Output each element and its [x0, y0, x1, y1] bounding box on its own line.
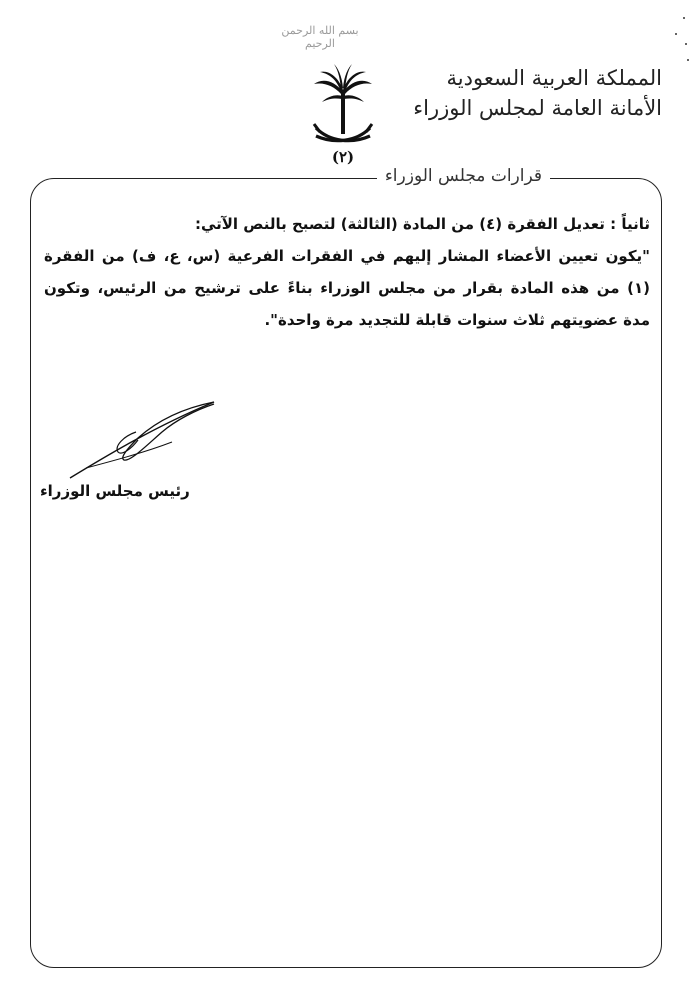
clause-paragraph: "يكون تعيين الأعضاء المشار إليهم في الفقرات الفرعية (س، ع، ف) من الفقرة (١) من هذه المادة بقرار من مجلس الوزراء بناءً على ترشيح من الرئيس، وتكون مدة عضويتهم ثلاث سنوات قابلة للتجديد مرة واحدة".: [44, 247, 650, 329]
decision-text: [44, 208, 650, 336]
signature-icon: [66, 398, 226, 484]
scan-dots-decoration: [670, 14, 690, 64]
palm-swords-emblem-icon: [308, 62, 378, 154]
clause-heading: ثانياً : تعديل الفقرة (٤) من المادة (الثالثة) لتصبح بالنص الآتي:: [194, 215, 650, 233]
frame-label-decisions: قرارات مجلس الوزراء: [377, 166, 550, 186]
page-number: (٢): [331, 148, 355, 166]
letterhead-secretariat: الأمانة العامة لمجلس الوزراء: [413, 96, 662, 120]
letterhead-kingdom: المملكة العربية السعودية: [446, 66, 662, 90]
basmala-line: بسم الله الرحمن الرحيم: [281, 24, 359, 50]
signatory-title: رئيس مجلس الوزراء: [40, 482, 190, 500]
